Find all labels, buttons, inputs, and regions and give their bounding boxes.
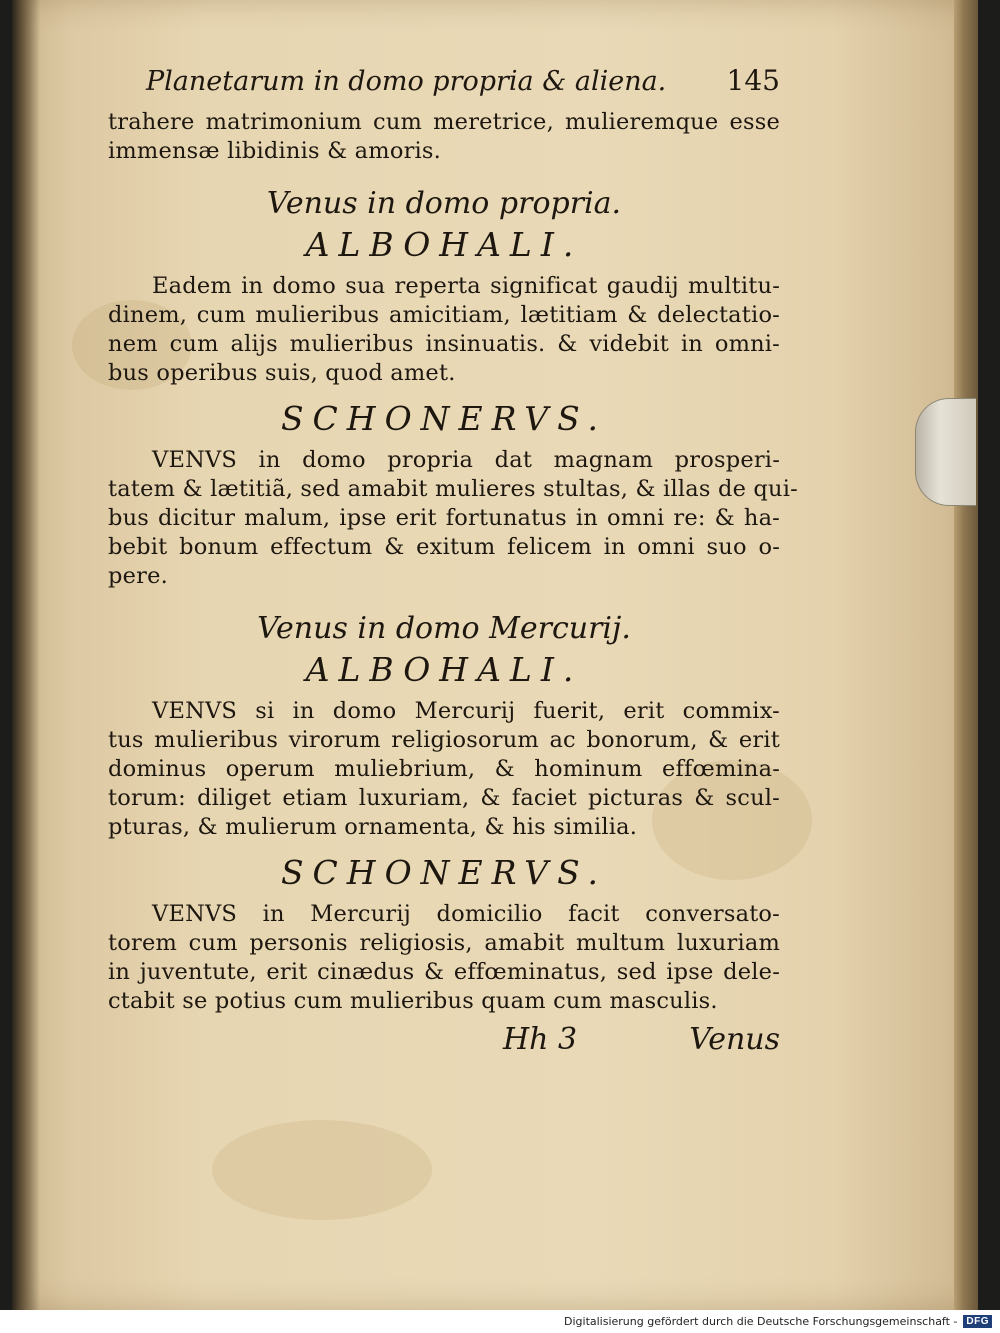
page-fore-edge [954, 0, 978, 1310]
digitization-footer [0, 1310, 1000, 1333]
section-venus-propria [108, 186, 798, 591]
text-line: trahere matrimonium cum meretrice, mulieremque esse [108, 109, 780, 135]
author-heading: SCHONERVS. [280, 853, 608, 892]
signature-line [108, 1022, 780, 1057]
text-line: ctabit se potius cum mulieribus quam cum masculis. [108, 988, 718, 1014]
text-line: Eadem in domo sua reperta significat gaudij multitu- [152, 273, 780, 299]
text-line: bus operibus suis, quod amet. [108, 360, 456, 386]
running-head [108, 64, 780, 108]
dfg-logo-icon: DFG [963, 1315, 992, 1328]
text-line: VENVS in Mercurij domicilio facit conversato- [152, 901, 780, 927]
text-line: bus dicitur malum, ipse erit fortunatus in omni re: & ha- [108, 505, 780, 531]
catchword: Venus [689, 1022, 780, 1057]
section-subtitle: Venus in domo propria. [266, 186, 622, 221]
text-line: VENVS in domo propria dat magnam prosperi- [152, 447, 780, 473]
book-clip-tab [915, 398, 976, 506]
text-line: dominus operum muliebrium, & hominum effœmina- [108, 756, 780, 782]
text-block [108, 64, 798, 1057]
text-line: dinem, cum mulieribus amicitiam, lætitiam & delectatio- [108, 302, 780, 328]
section-subtitle: Venus in domo Mercurij. [257, 611, 631, 646]
signature-mark: Hh 3 [503, 1022, 578, 1057]
paragraph [108, 446, 798, 591]
paragraph [108, 900, 780, 1016]
section-venus-mercurii [108, 611, 780, 1016]
text-line: torem cum personis religiosis, amabit multum luxuriam [108, 930, 780, 956]
gutter-shadow [12, 0, 40, 1310]
running-title: Planetarum in domo propria & aliena. [146, 66, 667, 97]
text-line: bebit bonum effectum & exitum felicem in omni suo o- [108, 534, 780, 560]
text-line: torum: diliget etiam luxuriam, & faciet picturas & scul- [108, 785, 780, 811]
book-page [12, 0, 978, 1310]
text-line: pturas, & mulierum ornamenta, & his similia. [108, 814, 638, 840]
text-line: in juventute, erit cinædus & effœminatus, sed ipse dele- [108, 959, 780, 985]
paragraph [108, 272, 780, 388]
text-line: tus mulieribus virorum religiosorum ac bonorum, & erit [108, 727, 780, 753]
page-number: 145 [726, 64, 780, 97]
paragraph [108, 697, 780, 842]
text-line: pere. [108, 563, 168, 589]
text-line: VENVS si in domo Mercurij fuerit, erit commix- [152, 698, 780, 724]
author-heading: ALBOHALI. [305, 650, 583, 689]
digitization-note: Digitalisierung gefördert durch die Deutsche Forschungsgemeinschaft - [564, 1315, 958, 1328]
text-line: immensæ libidinis & amoris. [108, 138, 442, 164]
paper-stain [212, 1120, 432, 1220]
author-heading: ALBOHALI. [305, 225, 583, 264]
author-heading: SCHONERVS. [280, 399, 608, 438]
continuation-paragraph [108, 108, 780, 166]
text-line: tatem & lætitiã, sed amabit mulieres stultas, & illas de qui- [108, 476, 798, 502]
text-line: nem cum alijs mulieribus insinuatis. & videbit in omni- [108, 331, 780, 357]
